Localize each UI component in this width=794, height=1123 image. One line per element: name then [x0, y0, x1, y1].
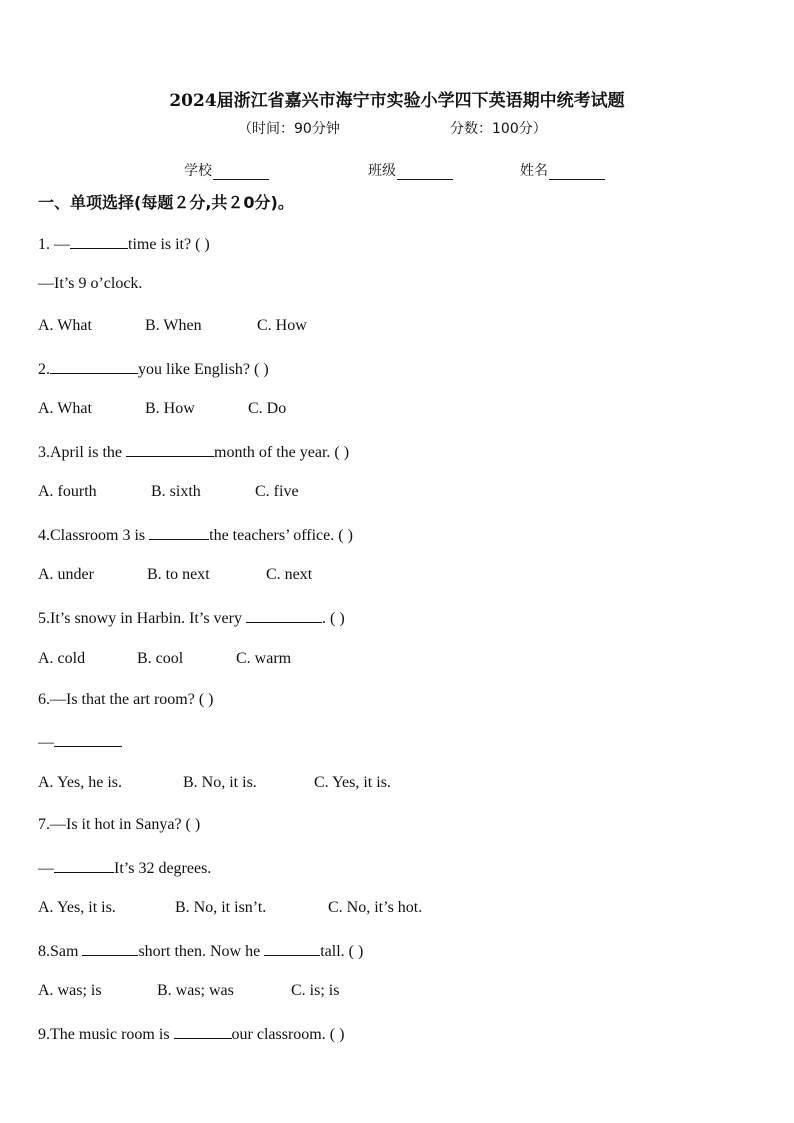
question-1	[38, 233, 210, 255]
question-2	[38, 358, 269, 380]
q6-option-c[interactable]: C. Yes, it is.	[314, 774, 391, 791]
class-blank[interactable]	[397, 165, 453, 180]
q5-option-a[interactable]: A. cold	[38, 650, 86, 667]
name-blank[interactable]	[549, 165, 605, 180]
q1-option-b[interactable]: B. When	[145, 317, 202, 334]
q4-blank[interactable]	[149, 524, 209, 540]
q5-suffix: . ( )	[321, 610, 345, 627]
q7-answer-prefix: —	[38, 860, 54, 877]
school-label: 学校	[184, 163, 212, 179]
q7-option-b[interactable]: B. No, it isn’t.	[175, 899, 267, 916]
q7-blank[interactable]	[54, 857, 114, 873]
class-field	[368, 160, 453, 180]
exam-title: 2024届浙江省嘉兴市海宁市实验小学四下英语期中统考试题	[169, 91, 625, 111]
q8-option-b[interactable]: B. was; was	[157, 982, 234, 999]
name-field	[520, 160, 605, 180]
q8-blank-1[interactable]	[82, 940, 138, 956]
q2-prefix: 2.	[38, 361, 50, 378]
q2-options	[38, 399, 286, 419]
q8-option-c[interactable]: C. is; is	[291, 982, 340, 999]
question-7: 7.—Is it hot in Sanya? ( )	[38, 816, 201, 833]
question-9	[38, 1023, 344, 1045]
q4-option-c[interactable]: C. next	[266, 566, 313, 583]
q9-prefix: 9.The music room is	[38, 1026, 174, 1043]
q9-blank[interactable]	[174, 1023, 232, 1039]
q7-answer-line	[38, 857, 211, 879]
q8-option-a[interactable]: A. was; is	[38, 982, 102, 999]
q3-option-c[interactable]: C. five	[255, 483, 299, 500]
class-label: 班级	[368, 163, 396, 179]
q4-suffix: the teachers’ office. ( )	[209, 527, 353, 544]
q2-option-c[interactable]: C. Do	[248, 400, 287, 417]
q2-option-b[interactable]: B. How	[145, 400, 195, 417]
q5-blank[interactable]	[246, 607, 322, 623]
q3-suffix: month of the year. ( )	[214, 444, 350, 461]
name-label: 姓名	[520, 163, 548, 179]
q4-option-b[interactable]: B. to next	[147, 566, 210, 583]
q5-option-c[interactable]: C. warm	[236, 650, 292, 667]
exam-time: （时间：90分钟	[238, 121, 340, 137]
q8-suffix: tall. ( )	[320, 943, 364, 960]
question-3	[38, 441, 349, 463]
q4-option-a[interactable]: A. under	[38, 566, 94, 583]
question-6: 6.—Is that the art room? ( )	[38, 691, 214, 708]
q5-option-b[interactable]: B. cool	[137, 650, 184, 667]
q1-option-a[interactable]: A. What	[38, 317, 92, 334]
school-field	[184, 160, 269, 180]
section-heading: 一、单项选择(每题２分,共２0分)。	[38, 193, 294, 212]
question-5	[38, 607, 345, 629]
q6-blank[interactable]	[54, 731, 122, 747]
q1-prefix: 1. —	[38, 236, 70, 253]
q7-options	[38, 898, 422, 918]
q7-option-a[interactable]: A. Yes, it is.	[38, 899, 116, 916]
q2-suffix: you like English? ( )	[138, 361, 269, 378]
q3-prefix: 3.April is the	[38, 444, 126, 461]
q4-options	[38, 565, 312, 585]
q2-option-a[interactable]: A. What	[38, 400, 92, 417]
q8-blank-2[interactable]	[264, 940, 320, 956]
q3-options	[38, 482, 299, 502]
q5-prefix: 5.It’s snowy in Harbin. It’s very	[38, 610, 246, 627]
q1-options	[38, 316, 307, 336]
q6-answer-prefix: —	[38, 734, 54, 751]
q1-option-c[interactable]: C. How	[257, 317, 307, 334]
q4-prefix: 4.Classroom 3 is	[38, 527, 150, 544]
q7-option-c[interactable]: C. No, it’s hot.	[328, 899, 423, 916]
exam-score: 分数：100分）	[450, 121, 547, 137]
q3-option-a[interactable]: A. fourth	[38, 483, 97, 500]
q1-blank[interactable]	[70, 233, 128, 249]
school-blank[interactable]	[213, 165, 269, 180]
question-4	[38, 524, 353, 546]
q8-middle: short then. Now he	[138, 943, 265, 960]
q1-answer: —It’s 9 o’clock.	[38, 275, 143, 292]
q8-options	[38, 981, 339, 1001]
q5-options	[38, 649, 291, 669]
q9-suffix: our classroom. ( )	[231, 1026, 345, 1043]
q3-option-b[interactable]: B. sixth	[151, 483, 201, 500]
q3-blank[interactable]	[126, 441, 214, 457]
question-8	[38, 940, 363, 962]
q7-answer-suffix: It’s 32 degrees.	[114, 860, 212, 877]
q6-answer-line	[38, 731, 122, 753]
q2-blank[interactable]	[50, 358, 138, 374]
q1-suffix: time is it? ( )	[128, 236, 210, 253]
q6-option-b[interactable]: B. No, it is.	[183, 774, 257, 791]
q6-options	[38, 773, 391, 793]
q6-option-a[interactable]: A. Yes, he is.	[38, 774, 123, 791]
q8-prefix: 8.Sam	[38, 943, 83, 960]
